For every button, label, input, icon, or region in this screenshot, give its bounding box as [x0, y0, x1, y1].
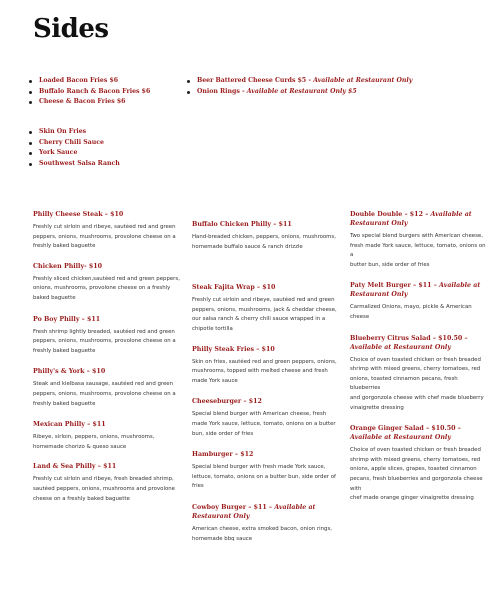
list-item — [28, 76, 150, 87]
side-name: Loaded Bacon Fries $6 — [39, 77, 119, 84]
list-item — [28, 148, 120, 159]
availability-note: Available at Restaurant Only — [350, 343, 451, 351]
item-description: Skin on fries, sautéed red and green peppers, onions, mushrooms, topped with melted cheese and fresh made York sauce — [192, 358, 337, 384]
item-title: Mexican Philly – $11 — [33, 421, 106, 429]
list-item — [28, 127, 120, 138]
item-title: Philly Cheese Steak – $10 — [33, 211, 124, 218]
item-title: Philly's & York – $10 — [33, 368, 106, 376]
item-description: Ribeye, sirloin, peppers, onions, mushrooms, homemade chorizo & queso sauce — [33, 434, 155, 450]
side-name: Cheese & Bacon Fries $6 — [39, 98, 126, 106]
side-name: Skin On Fries — [39, 128, 87, 135]
item-description: American cheese, extra smoked bacon, onion rings, homemade bbq sauce — [192, 525, 332, 542]
menu-item — [33, 210, 181, 252]
availability-note: Available at Restaurant Only $5 — [246, 87, 357, 95]
side-name: York Sauce — [39, 149, 78, 157]
item-description: Special blend burger with fresh made York sauce, lettuce, tomato, onions on a butter bun, side order of fries — [192, 464, 336, 490]
item-title: Philly Steak Fries – $10 — [192, 345, 275, 353]
menu-item — [192, 283, 340, 334]
list-item — [28, 97, 150, 108]
item-description: Hand-breaded chicken, peppers, onions, mushrooms, homemade buffalo sauce & ranch drizzle — [192, 234, 336, 250]
item-title: Cheeseburger – $12 — [192, 398, 262, 406]
side-name: Southwest Salsa Ranch — [39, 159, 120, 167]
menu-item — [33, 462, 181, 504]
item-description: Special blend burger with American cheese, fresh made York sauce, lettuce, tomato, onions on a butter bun, side order of fries — [192, 411, 336, 437]
availability-note: Available at Restaurant Only — [350, 211, 472, 227]
menu-item — [192, 345, 340, 387]
item-description: Freshly cut sirloin and ribeye, sautéed red and green peppers, onions, mushrooms, jack & cheddar cheese, our salsa ranch & cherry chili sauce wrapped in a chipotle tortilla — [192, 297, 337, 332]
menu-item — [33, 315, 181, 357]
item-description: Choice of oven toasted chicken or fresh breaded shrimp with mixed greens, cherry tomatoes, red onions, apple slices, grapes, toasted cinnamon pecans, fresh blueberries and gorgonzola cheese with chef made orange ginger vinaigrette dressing — [350, 447, 483, 502]
item-title — [192, 503, 340, 521]
item-title: Chicken Philly- $10 — [33, 262, 103, 270]
list-item — [186, 87, 412, 98]
item-title: Buffalo Chicken Philly – $11 — [192, 221, 292, 228]
availability-note: Available at Restaurant Only — [350, 434, 451, 442]
list-item — [28, 159, 120, 170]
item-title-text: Double Double – $12 – — [350, 211, 431, 218]
item-description: Freshly cut sirloin and ribeye, fresh breaded shrimp, sautéed peppers, onions, mushrooms and provolone cheese on a freshly baked baguette — [33, 476, 175, 502]
item-title — [350, 424, 486, 442]
item-description: Fresh shrimp lightly breaded, sautéed red and green peppers, onions, mushrooms, provolone cheese on a freshly baked baguette — [33, 328, 176, 354]
menu-item — [33, 262, 181, 304]
availability-note: Available at Restaurant Only — [350, 282, 481, 299]
menu-item — [192, 503, 340, 544]
item-title: Hamburger – $12 — [192, 451, 254, 459]
list-item — [28, 138, 120, 149]
menu-item — [192, 220, 340, 252]
side-name: Cherry Chili Sauce — [39, 138, 104, 146]
menu-item — [192, 450, 340, 492]
item-description: Steak and kielbasa sausage, sautéed red and green peppers, onions, mushrooms, provolone cheese on a freshly baked baguette — [33, 381, 176, 407]
item-title — [350, 210, 486, 228]
menu-item — [192, 397, 340, 439]
item-title — [350, 334, 486, 352]
menu-item — [350, 334, 486, 414]
menu-item — [33, 367, 181, 409]
item-description: Carmalized Onions, mayo, pickle & American cheese — [350, 304, 472, 320]
menu-column-1 — [33, 210, 181, 504]
item-title-text: Cowboy Burger – $11 – — [192, 503, 275, 511]
item-title: Land & Sea Philly – $11 — [33, 463, 117, 471]
sides-list-c — [28, 127, 120, 169]
list-item — [28, 87, 150, 98]
menu-column-3 — [350, 210, 486, 504]
item-description: Two special blend burgers with American cheese, fresh made York sauce, lettuce, tomato, onions on a butter bun, side order of fries — [350, 233, 486, 268]
item-title-text: Orange Ginger Salad – $10.50 – — [350, 425, 461, 433]
list-item — [186, 76, 412, 87]
menu-column-2 — [192, 220, 340, 544]
page-title: Sides — [33, 14, 109, 44]
sides-list-b — [186, 76, 412, 97]
side-name: Buffalo Ranch & Bacon Fries $6 — [39, 87, 151, 95]
menu-item — [350, 210, 486, 270]
menu-item — [33, 420, 181, 452]
item-description: Freshly sliced chicken,sautéed red and green peppers, onions, mushrooms, provolone cheese on a freshly baked baguette — [33, 275, 180, 301]
availability-note: Available at Restaurant Only — [192, 503, 316, 520]
side-name: Onion Rings - — [197, 87, 247, 95]
item-title: Po Boy Philly – $11 — [33, 315, 101, 323]
item-title: Steak Fajita Wrap – $10 — [192, 284, 276, 292]
item-description: Freshly cut sirloin and ribeye, sautéed red and green peppers, onions, mushrooms, provolone cheese on a freshly baked baguette — [33, 224, 176, 250]
sides-list-a — [28, 76, 150, 108]
item-description: Choice of oven toasted chicken or fresh breaded shrimp with mixed greens, cherry tomatoes, red onions, toasted cinnamon pecans, fresh blueberries and gorgonzola cheese with chef made blueberry vinaigrette dressing — [350, 356, 484, 411]
item-title-text: Blueberry Citrus Salad – $10.50 – — [350, 334, 468, 342]
menu-item — [350, 281, 486, 322]
item-title-text: Paty Melt Burger – $11 – — [350, 282, 440, 290]
availability-note: Available at Restaurant Only — [313, 77, 413, 84]
item-title — [350, 281, 486, 299]
menu-item — [350, 424, 486, 504]
side-name: Beer Battered Cheese Curds $5 - — [197, 77, 314, 84]
